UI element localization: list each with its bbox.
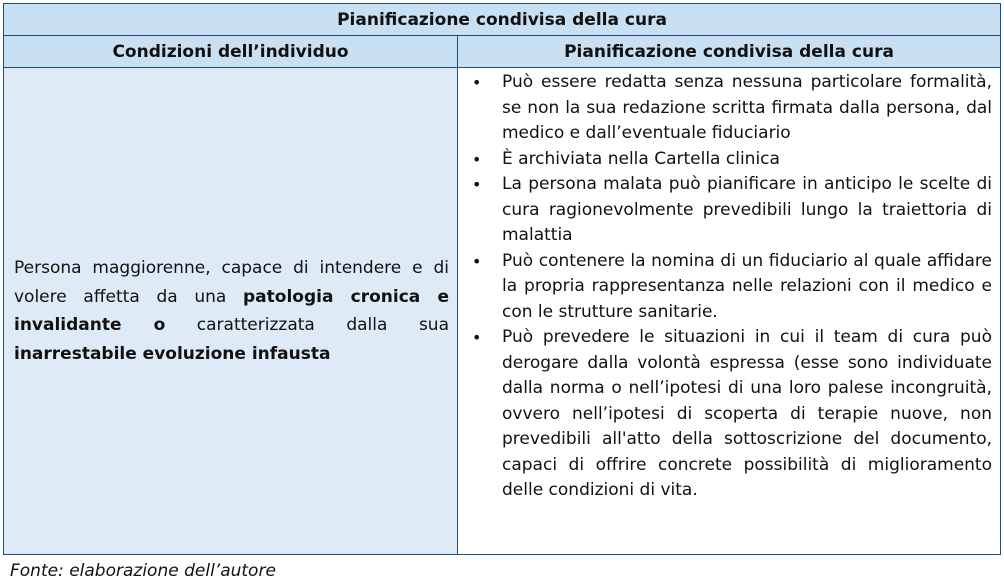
- bullet-icon: •: [472, 328, 482, 347]
- column-header-planning: Pianificazione condivisa della cura: [564, 41, 894, 62]
- care-planning-table: [3, 3, 1001, 555]
- list-item-text: Può contenere la nomina di un fiduciario al quale affidare la propria rappresentanza nelle relazioni con il medico e con le strutture sanitarie.: [502, 250, 992, 322]
- conditions-text-part1: Persona maggiorenne, capace di intendere e di volere affetta da una: [14, 258, 449, 307]
- list-item-text: Può essere redatta senza nessuna particolare formalità, se non la sua redazione scritta firmata dalla persona, dal medico e dall’eventuale fiduciario: [502, 72, 992, 143]
- list-item: [458, 172, 992, 249]
- planning-bullet-list: [458, 68, 1000, 504]
- source-caption: Fonte: elaborazione dell’autore: [10, 561, 276, 581]
- table-title: Pianificazione condivisa della cura: [4, 4, 1000, 36]
- list-item: [458, 147, 992, 173]
- planning-cell: [458, 68, 1000, 554]
- bullet-icon: •: [472, 73, 482, 92]
- conditions-text: [4, 254, 457, 368]
- bullet-icon: •: [472, 251, 482, 271]
- bullet-icon: •: [472, 149, 482, 169]
- conditions-text-bold2: inarrestabile evoluzione infausta: [14, 343, 331, 364]
- table-header-row: [4, 36, 1000, 68]
- list-item-text: La persona malata può pianificare in anticipo le scelte di cura ragionevolmente prevedibili lungo la traiettoria di malattia: [502, 174, 992, 245]
- list-item-text: È archiviata nella Cartella clinica: [502, 148, 780, 169]
- conditions-cell: [4, 68, 458, 554]
- conditions-text-bold1: patologia cronica e invalidante o: [14, 286, 449, 335]
- list-item: [458, 325, 992, 504]
- column-header-conditions: Condizioni dell’individuo: [4, 36, 458, 67]
- list-item-text: Può prevedere le situazioni in cui il team di cura può derogare dalla volontà espressa (esse sono individuate dalla norma o nell’ipotesi di una loro palese incongruità, ovvero nell’ipotesi di scoperta di terapie nuove, non prevedibili all'atto della sottoscrizione del documento, capaci di offrire concrete possibilità di miglioramento delle condizioni di vita.: [502, 327, 992, 500]
- list-item: [458, 249, 992, 326]
- bullet-icon: •: [472, 175, 482, 194]
- conditions-text-part2: caratterizzata dalla sua: [165, 315, 449, 335]
- list-item: [458, 70, 992, 147]
